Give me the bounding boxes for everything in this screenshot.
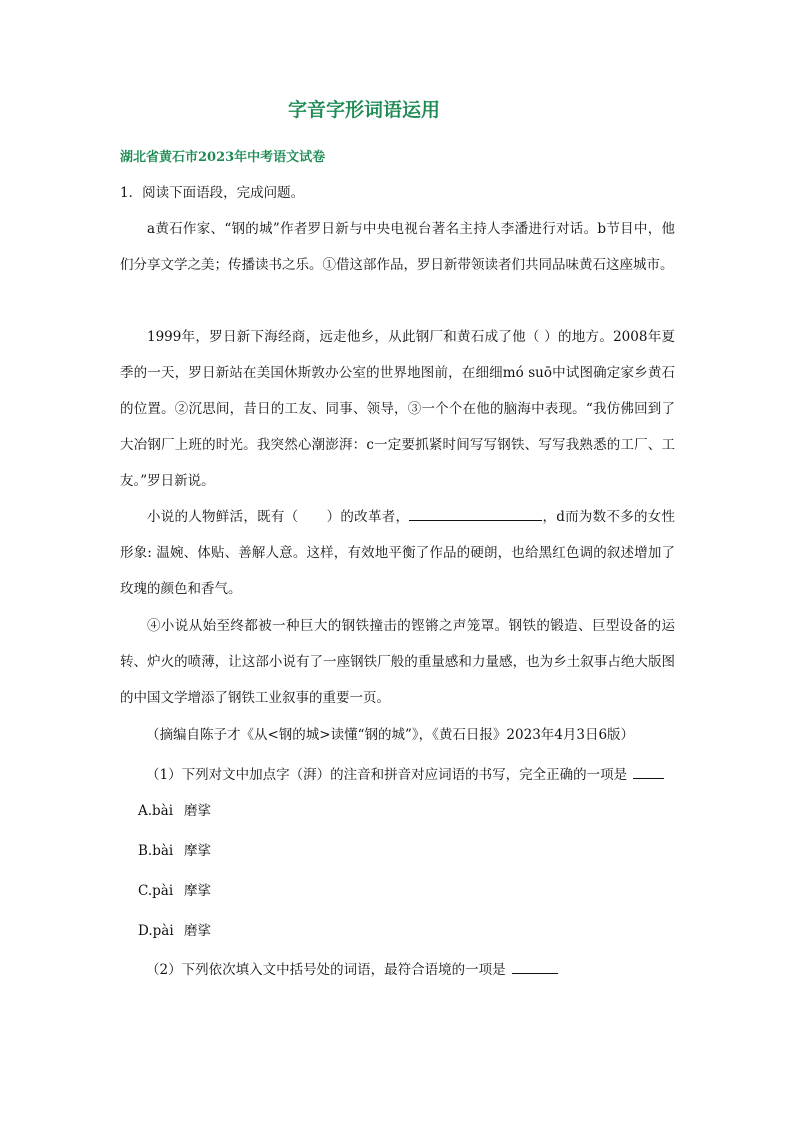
paragraph-3 <box>120 499 675 607</box>
option-d[interactable]: D.pài 磨挲 <box>138 923 211 939</box>
option-b[interactable]: B.bài 摩挲 <box>138 843 211 859</box>
question-intro: 1．阅读下面语段，完成问题。 <box>120 185 305 201</box>
paragraph-3-middle: ）的改革者， <box>326 509 410 525</box>
paragraph-4: ④小说从始至终都被一种巨大的钢铁撞击的铿锵之声笼罩。钢铁的锻造、巨型设备的运转、炉火的喷薄，让这部小说有了一座钢铁厂般的重量感和力量感，也为乡土叙事占绝大版图的中国文学增添了钢铁工业叙事的重要一页。 <box>120 618 675 706</box>
option-c[interactable]: C.pài 摩挲 <box>138 883 211 899</box>
paragraph-3-after: ，d而为数不多的女性形象: 温婉、体贴、善解人意。这样，有效地平衡了作品的硬朗，也给黑红色调的叙述增加了玫瑰的颜色和香气。 <box>120 509 675 597</box>
option-a[interactable]: A.bài 磨挲 <box>138 803 211 819</box>
answer-blank-2[interactable] <box>512 959 558 974</box>
exam-subtitle: 湖北省黄石市2023年中考语文试卷 <box>120 150 326 165</box>
sub-question-2: （2）下列依次填入文中括号处的词语，最符合语境的一项是 <box>146 958 558 978</box>
page-title: 字音字形词语运用 <box>287 99 440 121</box>
answer-blank[interactable] <box>409 506 542 521</box>
paragraph-3-before: 小说的人物鲜活，既有（ <box>147 509 299 525</box>
answer-blank-1[interactable] <box>633 764 664 779</box>
sub-question-1: （1）下列对文中加点字（湃）的注音和拼音对应词语的书写，完全正确的一项是 <box>146 763 664 783</box>
source-citation: （摘编自陈子才《从<钢的城>读懂“钢的城”》，《黄石日报》2023年4月3日6版） <box>146 727 635 743</box>
paragraph-2: 1999年，罗日新下海经商，远走他乡，从此钢厂和黄石成了他（ ）的地方。2008年夏季的一天，罗日新站在美国休斯敦办公室的世界地图前，在细细mó suō中试图确定家乡黄石的位置。②沉思间，昔日的工友、同事、领导，③一个个在他的脑海中表现。“我仿佛回到了大冶钢厂上班的时光。我突然心潮澎湃：c一定要抓紧时间写写钢铁、写写我熟悉的工厂、工友。”罗日新说。 <box>120 329 675 489</box>
paragraph-1: a黄石作家、“钢的城”作者罗日新与中央电视台著名主持人李潘进行对话。b节目中，他们分享文学之美；传播读书之乐。①借这部作品，罗日新带领读者们共同品味黄石这座城市。 <box>120 221 675 273</box>
